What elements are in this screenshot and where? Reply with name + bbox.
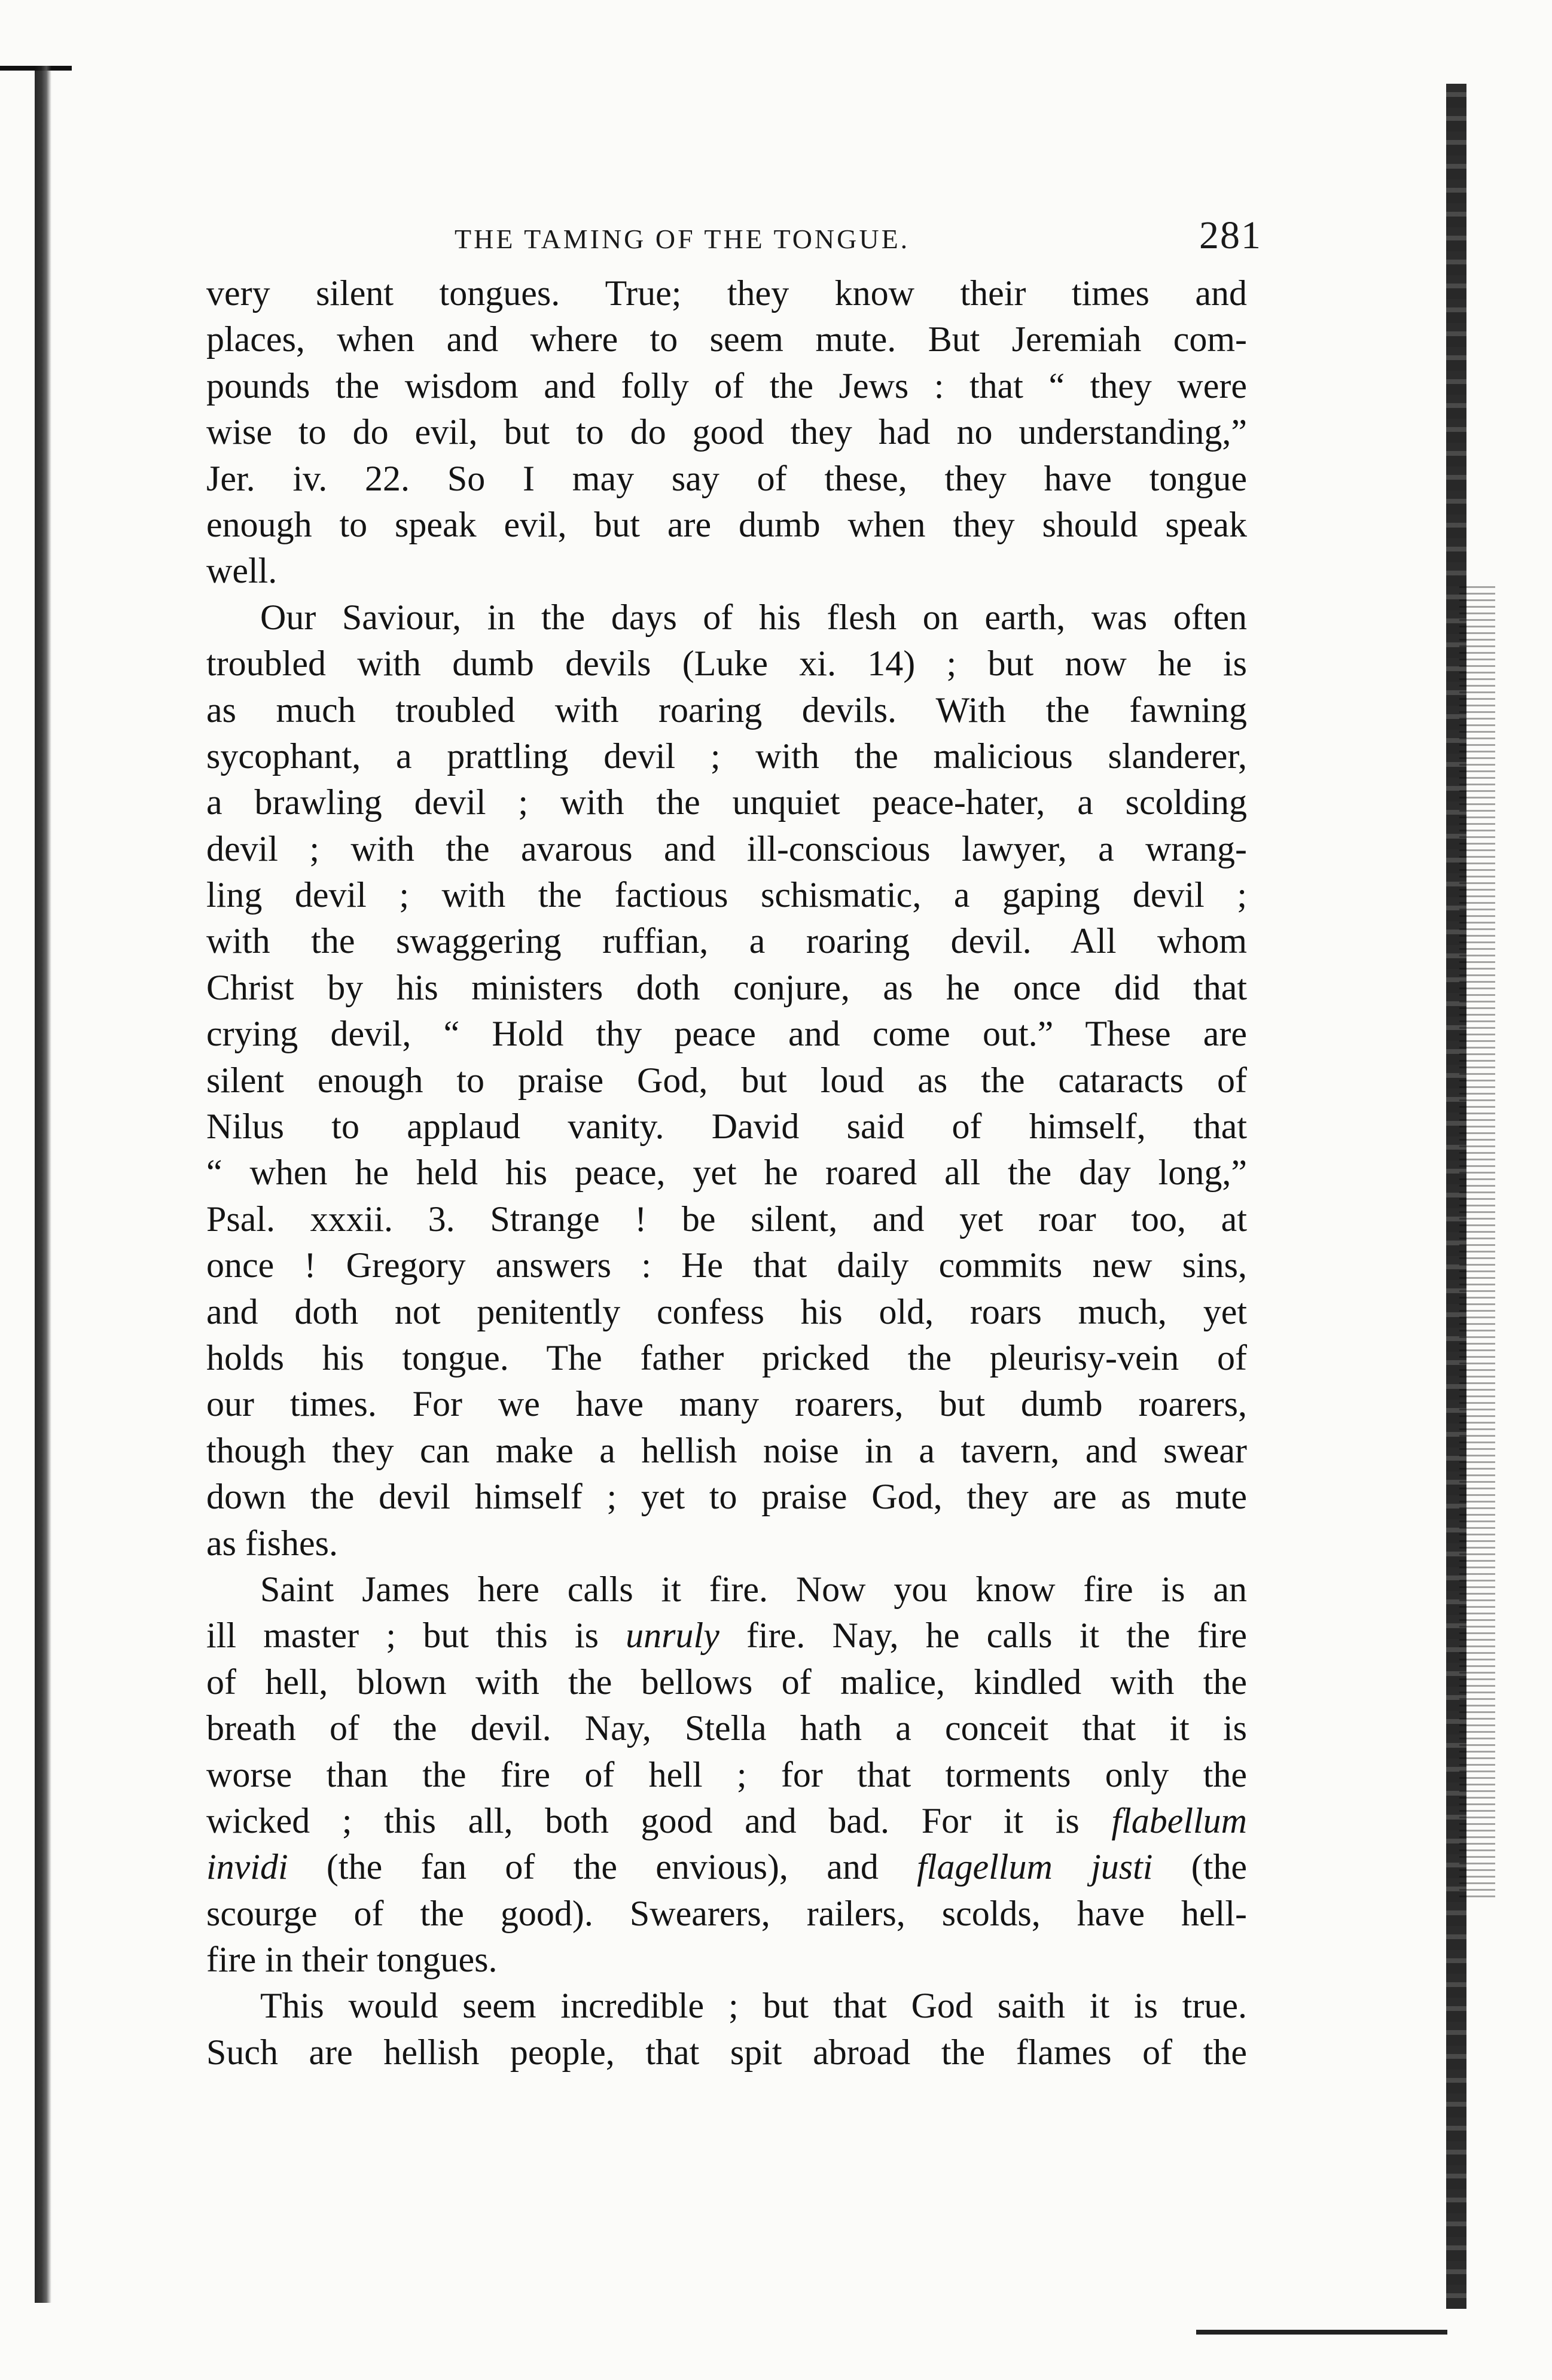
- text-run: sycophant, a prattling devil ; with the malicious slanderer,: [206, 736, 1247, 776]
- text-line: [206, 1289, 1247, 1335]
- text-run: (the: [1152, 1847, 1248, 1887]
- text-line: [206, 779, 1247, 825]
- text-line: [206, 1011, 1247, 1057]
- text-line: [206, 595, 1247, 641]
- text-run: as fishes.: [206, 1523, 338, 1563]
- text-run: and doth not penitently confess his old, roars much, yet: [206, 1291, 1247, 1331]
- text-run: our times. For we have many roarers, but dumb roarers,: [206, 1384, 1247, 1424]
- text-line: [206, 1428, 1247, 1474]
- text-run: Saint James here calls it fire. Now you know fire is an: [260, 1569, 1247, 1609]
- text-run: pounds the wisdom and folly of the Jews : that “ they were: [206, 365, 1247, 406]
- text-line: [206, 826, 1247, 872]
- text-line: [206, 1242, 1247, 1288]
- text-run: breath of the devil. Nay, Stella hath a conceit that it is: [206, 1708, 1247, 1748]
- text-line: [206, 1381, 1247, 1427]
- text-line: [206, 1104, 1247, 1150]
- text-line: [206, 456, 1247, 502]
- text-line: [206, 872, 1247, 918]
- text-line: [206, 2029, 1247, 2076]
- text-run: fire. Nay, he calls it the fire: [719, 1616, 1248, 1656]
- text-line: [206, 1752, 1247, 1798]
- text-run: with the swaggering ruffian, a roaring devil. All whom: [206, 921, 1247, 961]
- text-run: enough to speak evil, but are dumb when they should speak: [206, 504, 1247, 544]
- text-run: Such are hellish people, that spit abroad the flames of the: [206, 2032, 1247, 2072]
- text-run: “ when he held his peace, yet he roared all the day long,”: [206, 1153, 1247, 1193]
- running-title: THE TAMING OF THE TONGUE.: [455, 224, 910, 254]
- text-line: [206, 1196, 1247, 1242]
- scan-rule-bottom: [1196, 2330, 1447, 2335]
- text-run: This would seem incredible ; but that God saith it is true.: [260, 1986, 1247, 2026]
- text-line: [206, 1891, 1247, 1937]
- italic-text: flagellum justi: [917, 1847, 1153, 1887]
- text-run: crying devil, “ Hold thy peace and come out.” These are: [206, 1014, 1247, 1054]
- text-line: [206, 1567, 1247, 1613]
- scan-noise-right: [1459, 586, 1495, 1902]
- text-line: [206, 1613, 1247, 1659]
- text-run: very silent tongues. True; they know their times and: [206, 273, 1247, 313]
- text-run: Psal. xxxii. 3. Strange ! be silent, and yet roar too, at: [206, 1199, 1247, 1239]
- text-line: [206, 1937, 1247, 1983]
- text-line: [206, 502, 1247, 548]
- text-line: [206, 641, 1247, 687]
- text-run: silent enough to praise God, but loud as the cataracts of: [206, 1060, 1247, 1100]
- text-line: [206, 733, 1247, 779]
- text-line: [206, 1335, 1247, 1381]
- text-line: [206, 363, 1247, 409]
- text-line: [206, 1150, 1247, 1196]
- text-run: Nilus to applaud vanity. David said of himself, that: [206, 1107, 1247, 1147]
- text-line: [206, 316, 1247, 362]
- page-number: 281: [1199, 214, 1262, 257]
- text-line: [206, 548, 1247, 594]
- binding-shadow-left: [35, 66, 51, 2303]
- text-run: ill master ; but this is: [206, 1616, 626, 1656]
- italic-text: unruly: [626, 1616, 719, 1656]
- text-run: Christ by his ministers doth conjure, as he once did that: [206, 967, 1247, 1007]
- text-run: down the devil himself ; yet to praise God, they are as mute: [206, 1477, 1247, 1517]
- text-run: of hell, blown with the bellows of malice, kindled with the: [206, 1662, 1247, 1702]
- text-run: though they can make a hellish noise in a tavern, and swear: [206, 1430, 1247, 1470]
- text-line: [206, 1798, 1247, 1844]
- text-line: [206, 1474, 1247, 1520]
- text-line: [206, 270, 1247, 316]
- text-line: [206, 1659, 1247, 1705]
- text-run: as much troubled with roaring devils. With the fawning: [206, 690, 1247, 730]
- text-run: (the fan of the envious), and: [288, 1847, 917, 1887]
- text-run: wicked ; this all, both good and bad. For it is: [206, 1800, 1112, 1840]
- running-head: [206, 211, 1265, 264]
- text-run: worse than the fire of hell ; for that torments only the: [206, 1754, 1247, 1794]
- text-line: [206, 918, 1247, 964]
- text-run: wise to do evil, but to do good they had no understanding,”: [206, 412, 1247, 452]
- text-run: a brawling devil ; with the unquiet peace-hater, a scolding: [206, 782, 1247, 822]
- text-line: [206, 1520, 1247, 1567]
- text-line: [206, 1058, 1247, 1104]
- text-line: [206, 687, 1247, 733]
- text-run: well.: [206, 551, 278, 591]
- text-run: Our Saviour, in the days of his flesh on earth, was often: [260, 597, 1247, 637]
- text-run: Jer. iv. 22. So I may say of these, they have tongue: [206, 458, 1247, 498]
- text-line: [206, 965, 1247, 1011]
- text-line: [206, 409, 1247, 455]
- text-run: places, when and where to seem mute. But Jeremiah com-: [206, 319, 1247, 359]
- text-run: once ! Gregory answers : He that daily commits new sins,: [206, 1245, 1247, 1285]
- text-run: scourge of the good). Swearers, railers, scolds, have hell-: [206, 1893, 1247, 1933]
- text-line: [206, 1983, 1247, 2029]
- text-run: fire in their tongues.: [206, 1940, 498, 1980]
- text-run: holds his tongue. The father pricked the pleurisy-vein of: [206, 1337, 1247, 1378]
- italic-text: flabellum: [1111, 1800, 1247, 1840]
- body-text: [206, 270, 1247, 2076]
- text-line: [206, 1705, 1247, 1751]
- italic-text: invidi: [206, 1847, 288, 1887]
- text-run: troubled with dumb devils (Luke xi. 14) ; but now he is: [206, 644, 1247, 684]
- text-line: [206, 1844, 1247, 1890]
- text-run: ling devil ; with the factious schismatic, a gaping devil ;: [206, 875, 1247, 915]
- text-run: devil ; with the avarous and ill-conscious lawyer, a wrang-: [206, 828, 1247, 868]
